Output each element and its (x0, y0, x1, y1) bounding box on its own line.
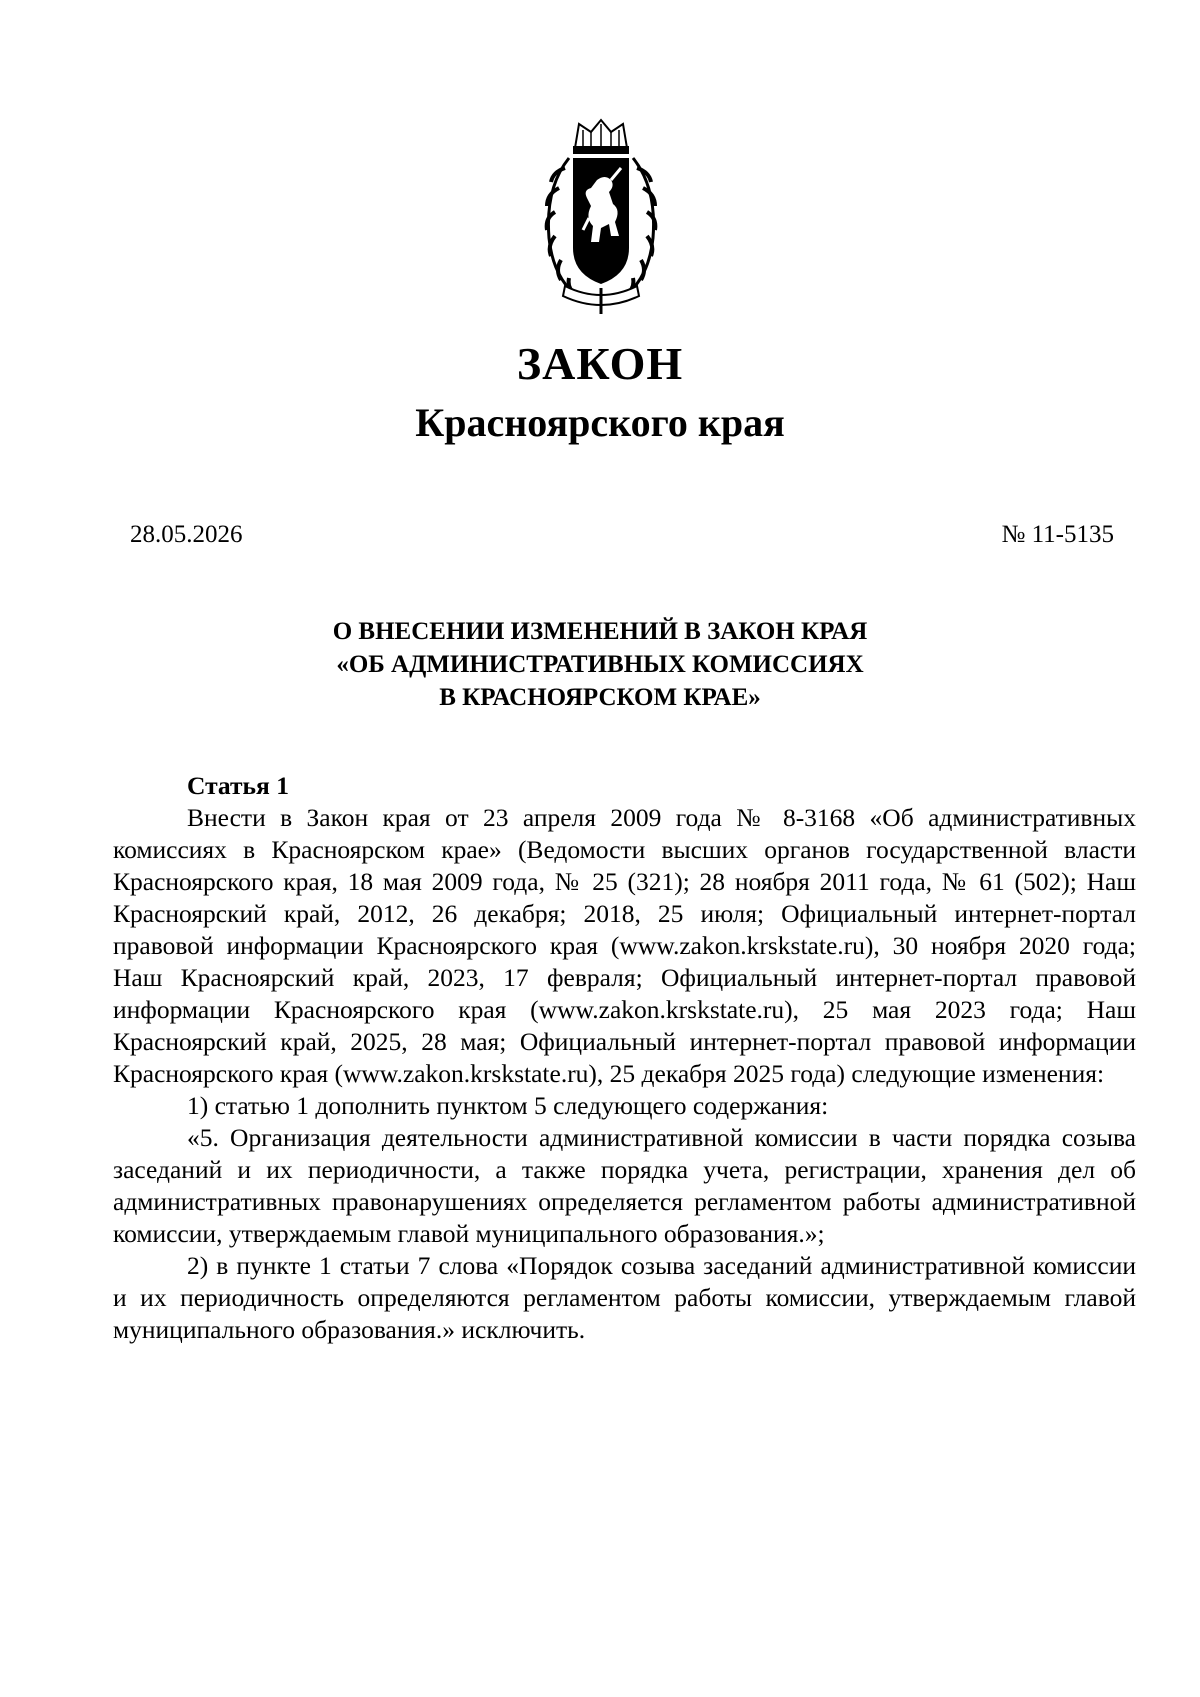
heading-line: В КРАСНОЯРСКОМ КРАЕ» (439, 684, 761, 711)
article-paragraph: «5. Организация деятельности административной комиссии в части порядка созыва заседаний и их периодичности, а также порядка учета, регистрации, хранения дел об административных правонарушениях определяется регламентом работы административной комиссии, утверждаемым главой муниципального образования.»; (113, 1123, 1136, 1248)
heading-line: О ВНЕСЕНИИ ИЗМЕНЕНИЙ В ЗАКОН КРАЯ (332, 618, 868, 645)
article-title: Статья 1 (187, 771, 289, 800)
article-paragraph: 2) в пункте 1 статьи 7 слова «Порядок созыва заседаний административной комиссии и их периодичность определяются регламентом работы комиссии, утверждаемым главой муниципального образования.» исключить. (113, 1251, 1136, 1344)
document-number: № 11-5135 (1001, 521, 1114, 548)
article-paragraph: 1) статью 1 дополнить пунктом 5 следующего содержания: (187, 1091, 829, 1120)
law-title: ЗАКОН (516, 338, 684, 389)
document-heading (0, 615, 1200, 714)
law-region: Красноярского края (415, 400, 785, 445)
heading-line: «ОБ АДМИНИСТРАТИВНЫХ КОМИССИЯХ (336, 651, 864, 678)
document-body (113, 770, 1136, 1346)
article-paragraph: Внести в Закон края от 23 апреля 2009 года № 8-3168 «Об административных комиссиях в Красноярском крае» (Ведомости высших органов государственной власти Красноярского края, 18 мая 2009 года, № 25 (321); 28 ноября 2011 года, № 61 (502); Наш Красноярский край, 2012, 26 декабря; 2018, 25 июля; Официальный интернет-портал правовой информации Красноярского края (www.zakon.krskstate.ru), 30 ноября 2020 года; Наш Красноярский край, 2023, 17 февраля; Официальный интернет-портал правовой информации Красноярского края (www.zakon.krskstate.ru), 25 мая 2023 года; Наш Красноярский край, 2025, 28 мая; Официальный интернет-портал правовой информации Красноярского края (www.zakon.krskstate.ru), 25 декабря 2025 года) следующие изменения: (113, 803, 1136, 1088)
document-date: 28.05.2026 (130, 521, 243, 548)
coat-of-arms-icon (539, 118, 663, 318)
